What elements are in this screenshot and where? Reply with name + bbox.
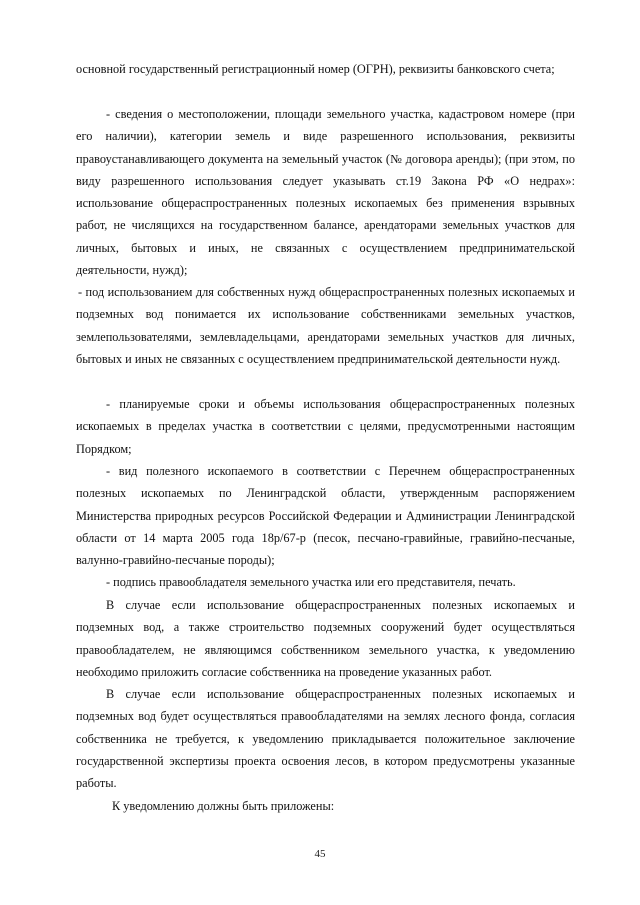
paragraph-bank-details: основной государственный регистрационный номер (ОГРН), реквизиты банковского счета; [76, 62, 555, 76]
paragraph-owner-consent: В случае если использование общераспространенных полезных ископаемых и подземных вод, а также строительство подземных сооружений будет осуществляться правообладателем, не являющимся собственником земельного участка, к уведомлению необходимо приложить согласие собственника на проведение указанных работ. [76, 598, 575, 679]
paragraph-own-needs-definition: - под использованием для собственных нужд общераспространенных полезных ископаемых и подземных вод понимается их использование собственниками земельных участков, землепользователями, землевладельцами, арендаторами земельных участков для личных, бытовых и иных не связанных с осуществлением предпринимательской деятельности нужд. [76, 285, 575, 366]
paragraph-attachments-heading: К уведомлению должны быть приложены: [112, 799, 335, 813]
paragraph-land-plot-info: - сведения о местоположении, площади земельного участка, кадастровом номере (при его наличии), категории земель и виде разрешенного использования, реквизиты правоустанавливающего документа на земельный участок (№ договора аренды); (при этом, по виду разрешенного использования следует указывать ст.19 Закона РФ «О недрах»: использование общераспространенных полезных ископаемых без применения взрывных работ, не числящихся на государственном балансе, арендаторами земельных участков для личных, бытовых и иных, не связанных с осуществлением предпринимательской деятельности, нужд); [76, 107, 575, 278]
paragraph-signature: - подпись правообладателя земельного участка или его представителя, печать. [106, 575, 516, 589]
paragraph-forest-fund: В случае если использование общераспространенных полезных ископаемых и подземных вод будет осуществляться правообладателями на землях лесного фонда, согласия собственника не требуется, к уведомлению прикладывается положительное заключение государственной экспертизы проекта освоения лесов, в котором предусмотрены указанные работы. [76, 687, 575, 791]
paragraph-planned-terms: - планируемые сроки и объемы использования общераспространенных полезных ископаемых в пределах участка в соответствии с целями, предусмотренными настоящим Порядком; [76, 397, 575, 456]
paragraph-mineral-type: - вид полезного ископаемого в соответствии с Перечнем общераспространенных полезных ископаемых по Ленинградской области, утвержденным распоряжением Министерства природных ресурсов Российской Федерации и Администрации Ленинградской области от 14 марта 2005 года 18р/67-р (песок, песчано-гравийные, гравийно-песчаные, валунно-гравийно-песчаные породы); [76, 464, 575, 568]
page-number: 45 [314, 848, 326, 860]
